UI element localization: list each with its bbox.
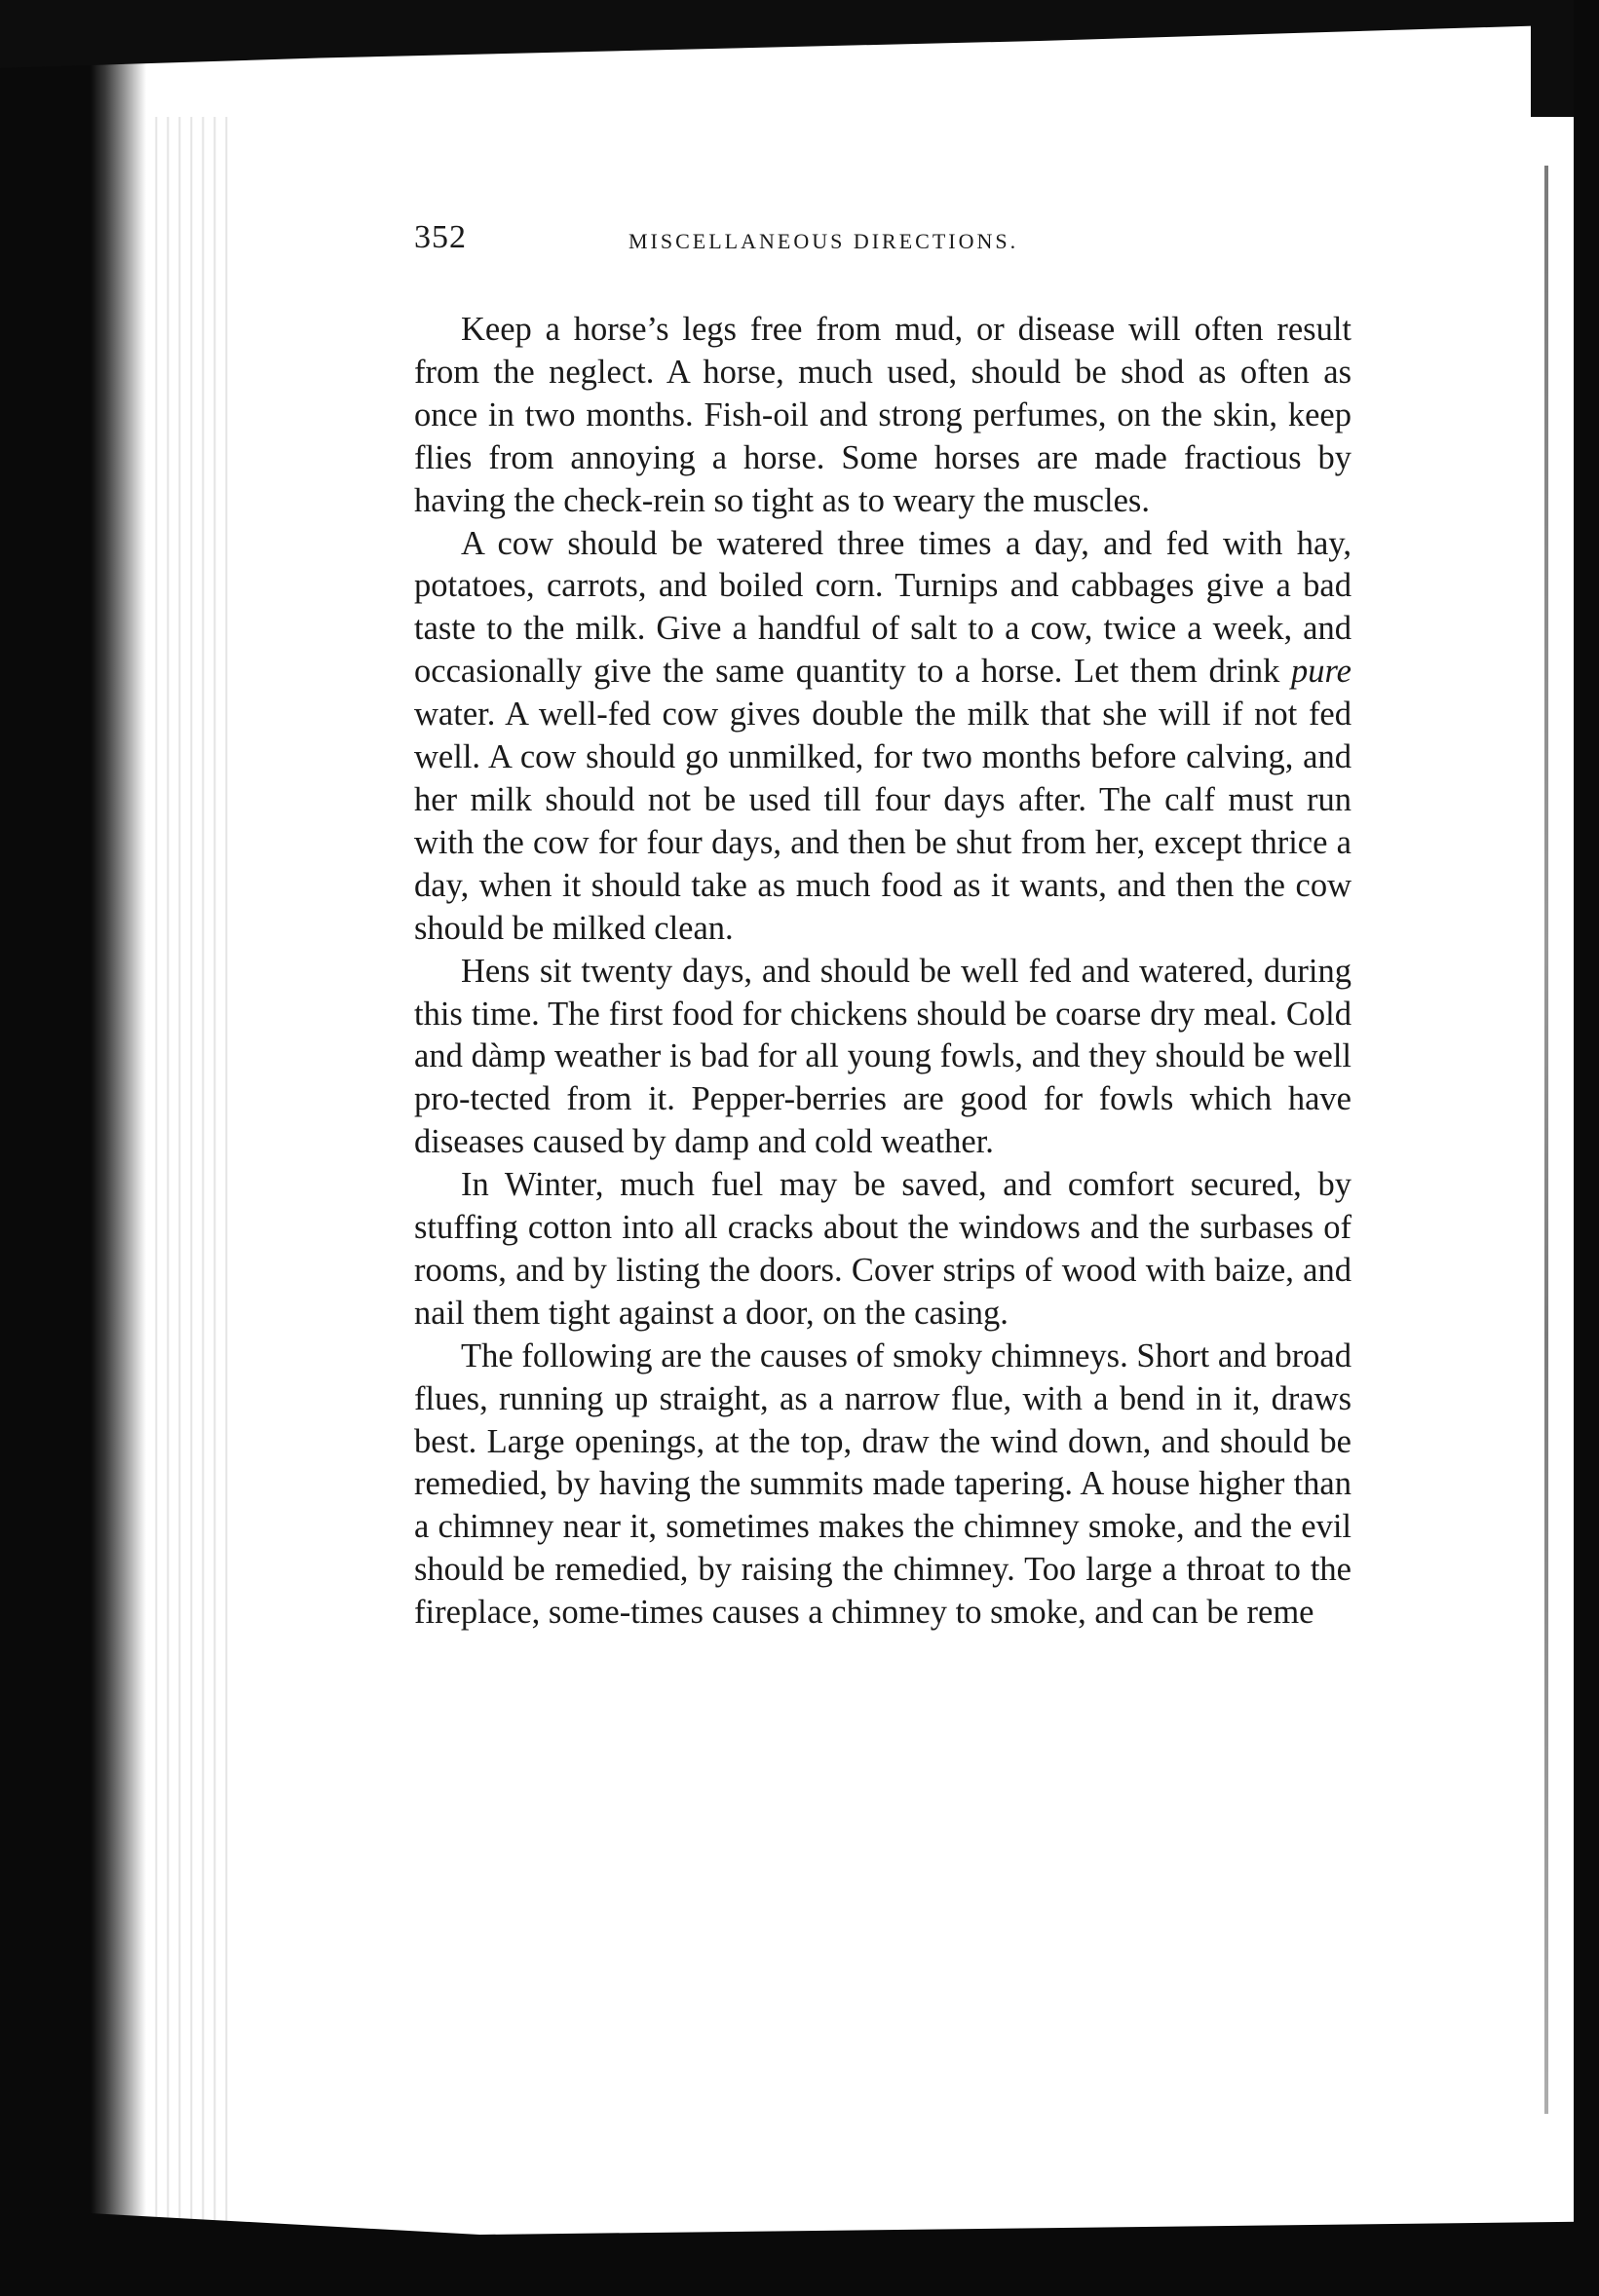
paragraph-text: The following are the causes of smoky chimneys. Short and broad flues, running up straight, as a narrow flue, with a bend in it, draws best. Large openings, at the top, draw the wind down, and should be remedied, by having the summits made tapering. A house higher than a chimney near it, sometimes makes the chimney smoke, and the evil should be remedied, by raising the chimney. Too large a throat to the fireplace, some-times causes a chimney to smoke, and can be reme xyxy=(414,1336,1352,1632)
paragraph-text-continued: water. A well-fed cow gives double the milk that she will if not fed well. A cow should go unmilked, for two months before calving, and her milk should not be used till four days after. The calf must run with the cow for four days, and then be shut from her, except thrice a day, when it should take as much food as it wants, and then the cow should be milked clean. xyxy=(414,696,1352,947)
body-text xyxy=(414,309,1352,1635)
running-head xyxy=(414,219,1352,270)
scan-gutter-streaks xyxy=(146,117,234,2231)
paragraph-hens xyxy=(414,951,1352,1165)
paragraph-text: In Winter, much fuel may be saved, and comfort secured, by stuffing cotton into all cracks about the windows and the surbases of rooms, and by listing the doors. Cover strips of wood with baize, and nail them tight against a door, on the casing. xyxy=(414,1166,1352,1332)
paragraph-winter-fuel xyxy=(414,1164,1352,1336)
paragraph-text: Keep a horse’s legs free from mud, or disease will often result from the neglect. A horse, much used, should be shod as often as once in two months. Fish-oil and strong perfumes, on the skin, keep flies from annoying a horse. Some horses are made fractious by having the check-rein so tight as to weary the muscles. xyxy=(414,311,1352,519)
paragraph-text: Hens sit twenty days, and should be well fed and watered, during this time. The first food for chickens should be coarse dry meal. Cold and dàmp weather is bad for all young fowls, and they should be well pro-tected from it. Pepper-berries are good for fowls which have diseases caused by damp and cold weather. xyxy=(414,952,1352,1161)
scan-bottom-edge xyxy=(0,2208,1599,2296)
page-number: 352 xyxy=(414,219,467,255)
book-page xyxy=(414,219,1352,1635)
scan-binding-shadow xyxy=(0,0,146,2296)
paragraph-horse-care xyxy=(414,309,1352,523)
scan-right-edge xyxy=(1574,0,1599,2296)
emphasized-word: pure xyxy=(1291,653,1352,691)
section-title: MISCELLANEOUS DIRECTIONS. xyxy=(628,229,1019,253)
scan-right-page-edge xyxy=(1544,166,1548,2114)
paragraph-smoky-chimneys xyxy=(414,1336,1352,1635)
scan-top-edge xyxy=(0,0,1599,68)
paragraph-text: A cow should be watered three times a day, and fed with hay, potatoes, carrots, and boiled corn. Turnips and cabbages give a bad taste to the milk. Give a handful of salt to a cow, twice a week, and occasionally give the same quantity to a horse. Let them drink xyxy=(414,524,1352,691)
paragraph-cow-care xyxy=(414,523,1352,951)
